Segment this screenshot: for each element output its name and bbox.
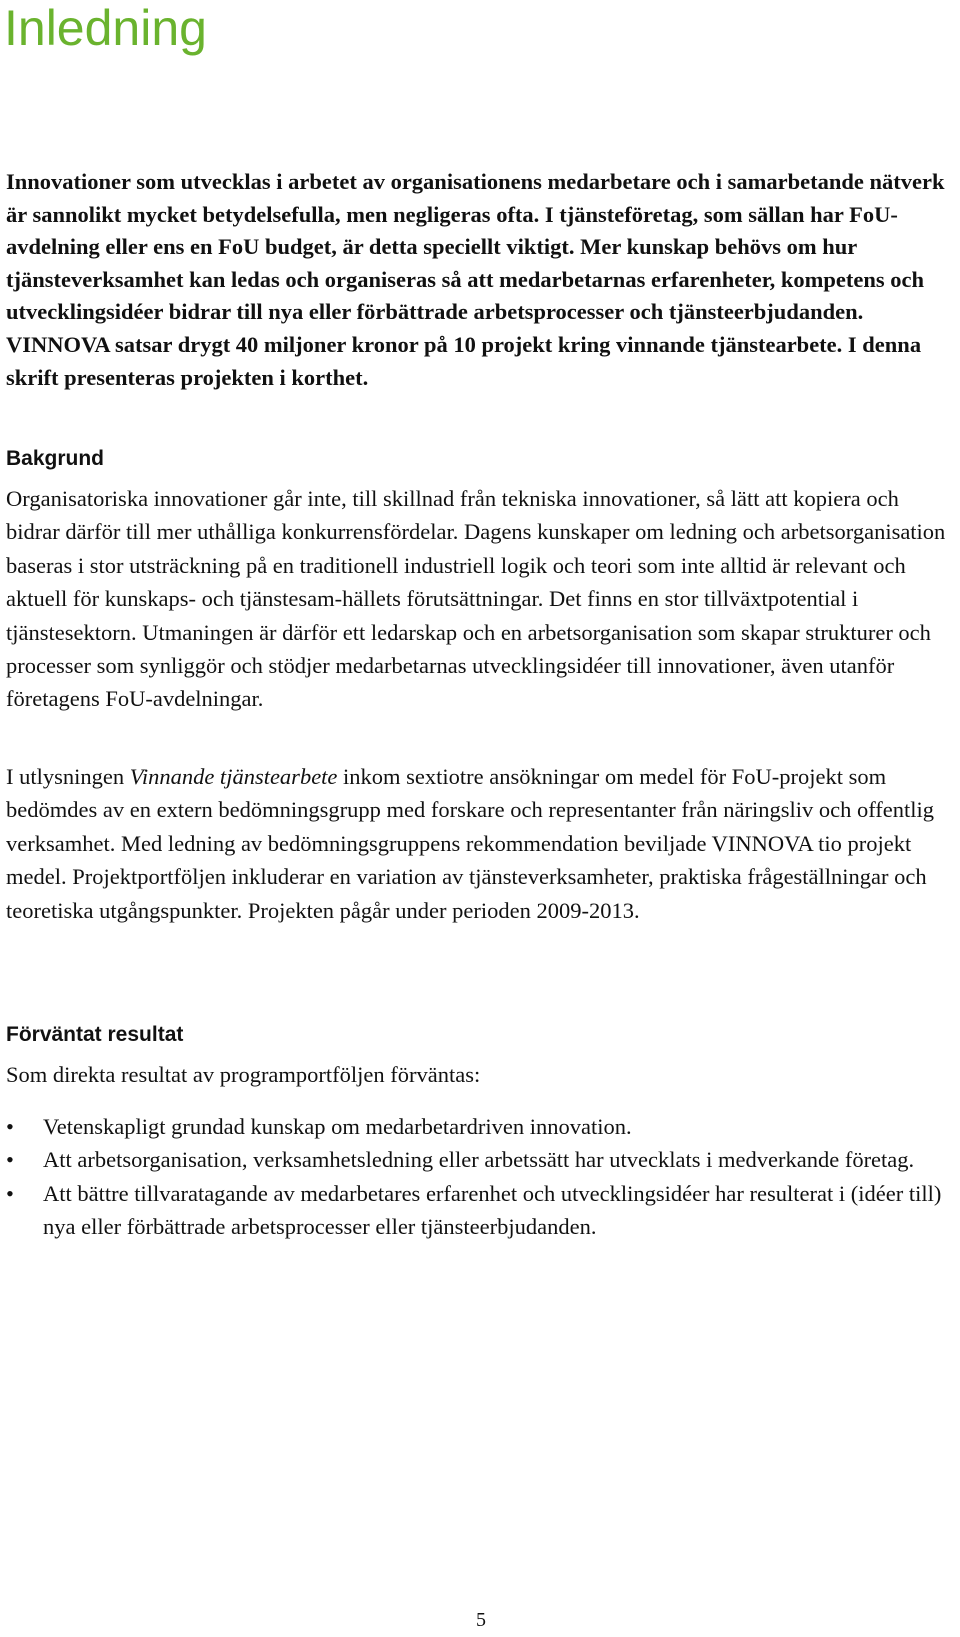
expected-lead: Som direkta resultat av programportföljen förväntas: bbox=[6, 1062, 481, 1087]
list-item-text: Att arbetsorganisation, verksamhetsledning eller arbetssätt har utvecklats i medverkande företag. bbox=[43, 1147, 915, 1173]
page-title: Inledning bbox=[4, 0, 207, 56]
list-item-text: Att bättre tillvaratagande av medarbetares erfarenhet och utvecklingsidéer har resulterat i (idéer till) nya eller förbättrade arbetsprocesser eller tjänsteerbjudanden. bbox=[43, 1180, 942, 1240]
call-name: Vinnande tjänstearbete bbox=[129, 764, 338, 789]
list-item bbox=[6, 1143, 956, 1176]
list-item bbox=[6, 1110, 956, 1143]
bullet-icon: • bbox=[6, 1180, 14, 1206]
list-item-text: Vetenskapligt grundad kunskap om medarbetardriven innovation. bbox=[43, 1114, 632, 1139]
section-heading-forvantat-resultat: Förväntat resultat bbox=[6, 1023, 184, 1046]
expected-results-list bbox=[6, 1110, 956, 1244]
section-heading-bakgrund: Bakgrund bbox=[6, 447, 105, 470]
paragraph-2-rest: inkom sextiotre ansökningar om medel för FoU-projekt som bedömdes av en extern bedömningsgrupp med forskare och representanter från näringsliv och offentlig verksamhet. Med ledning av bedömningsgruppens rekommendation beviljade VINNOVA tio projekt medel. Projektportföljen inkluderar en variation av tjänsteverksamheter, praktiska frågeställningar och teoretiska utgångspunkter. Projekten pågår under perioden 2009-2013. bbox=[6, 764, 935, 923]
bullet-icon: • bbox=[6, 1114, 14, 1139]
intro-paragraph: Innovationer som utvecklas i arbetet av organisationens medarbetare och i samarbetande nätverk är sannolikt mycket betydelsefulla, men negligeras ofta. I tjänsteföretag, som sällan har FoU-avdelning eller ens en FoU budget, är detta speciellt viktigt. Mer kunskap behövs om hur tjänsteverksamhet kan ledas och organiseras så att medarbetarnas erfarenheter, kompetens och utvecklingsidéer bidrar till nya eller förbättrade arbetsprocesser och tjänsteerbjudanden. VINNOVA satsar drygt 40 miljoner kronor på 10 projekt kring vinnande tjänstearbete. I denna skrift presenteras projekten i korthet. bbox=[6, 169, 945, 390]
page-number: 5 bbox=[476, 1609, 486, 1631]
paragraph-2-start: I utlysningen bbox=[6, 764, 130, 789]
list-item bbox=[6, 1177, 956, 1244]
background-paragraph-2 bbox=[6, 760, 956, 927]
background-paragraph-1: Organisatoriska innovationer går inte, till skillnad från tekniska innovationer, så lätt att kopiera och bidrar därför till mer uthålliga konkurrensfördelar. Dagens kunskaper om ledning och arbetsorganisation baseras i stor utsträckning på en traditionell industriell logik och teori som inte alltid är relevant och aktuell för kunskaps- och tjänstesam-hällets förutsättningar. Det finns en stor tillväxtpotential i tjänstesektorn. Utmaningen är därför ett ledarskap och en arbetsorganisation som skapar strukturer och processer som synliggör och stödjer medarbetarnas utvecklingsidéer till innovationer, även utanför företagens FoU-avdelningar. bbox=[6, 486, 946, 712]
bullet-icon: • bbox=[6, 1147, 14, 1173]
